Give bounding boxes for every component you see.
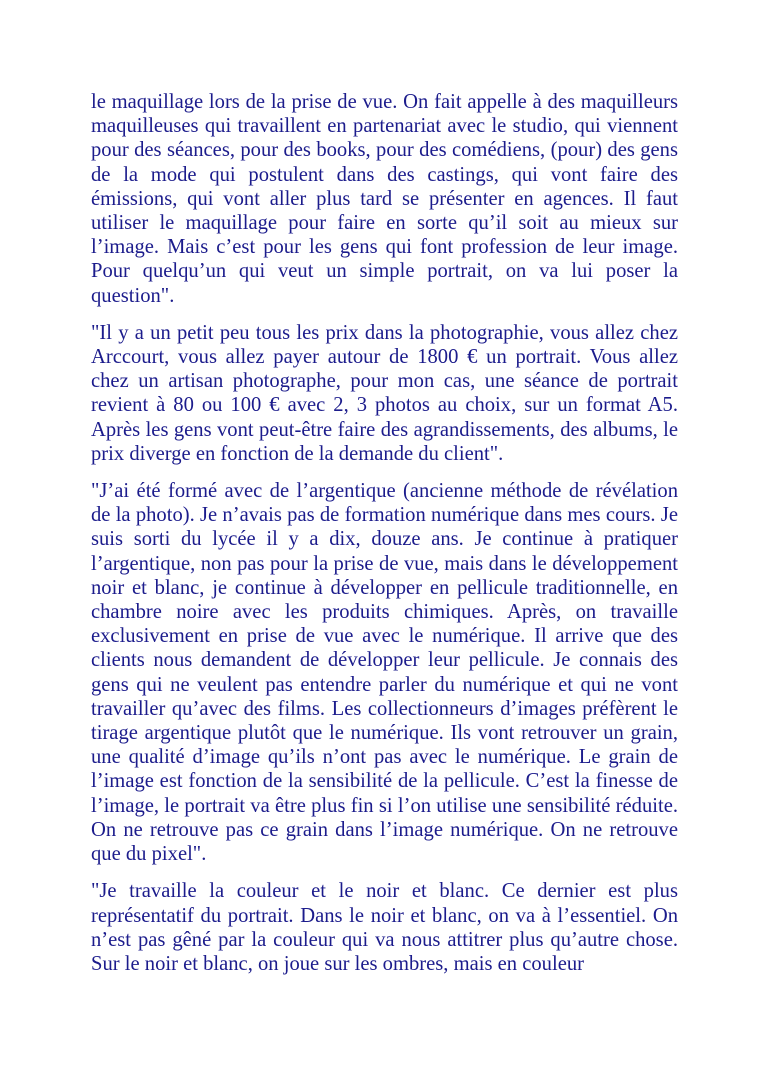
paragraph-color-bw: "Je travaille la couleur et le noir et blanc. Ce dernier est plus représentatif du portrait. Dans le noir et blanc, on va à l’essentiel. On n’est pas gêné par la couleur qui va nous attitrer plus qu’autre chose. Sur le noir et blanc, on joue sur les ombres, mais en couleur bbox=[91, 880, 678, 975]
document-body bbox=[91, 90, 678, 989]
paragraph-prices: "Il y a un petit peu tous les prix dans la photographie, vous allez chez Arccourt, vous allez payer autour de 1800 € un portrait. Vous allez chez un artisan photographe, pour mon cas, une séance de portrait revient à 80 ou 100 € avec 2, 3 photos au choix, sur un format A5. Après les gens vont peut-être faire des agrandissements, des albums, le prix diverge en fonction de la demande du client". bbox=[91, 321, 678, 465]
paragraph-film-training: "J’ai été formé avec de l’argentique (ancienne méthode de révélation de la photo). Je n’avais pas de formation numérique dans mes cours. Je suis sorti du lycée il y a dix, douze ans. Je continue à pratiquer l’argentique, non pas pour la prise de vue, mais dans le développement noir et blanc, je continue à développer en pellicule traditionnelle, en chambre noire avec les produits chimiques. Après, on travaille exclusivement en prise de vue avec le numérique. Il arrive que des clients nous demandent de développer leur pellicule. Je connais des gens qui ne veulent pas entendre parler du numérique et qui ne vont travailler qu’avec des films. Les collectionneurs d’images préfèrent le tirage argentique plutôt que le numérique. Ils vont retrouver un grain, une qualité d’image qu’ils n’ont pas avec le numérique. Le grain de l’image est fonction de la sensibilité de la pellicule. C’est la finesse de l’image, le portrait va être plus fin si l’on utilise une sensibilité réduite. On ne retrouve pas ce grain dans l’image numérique. On ne retrouve que du pixel". bbox=[91, 480, 678, 866]
paragraph-makeup: le maquillage lors de la prise de vue. On fait appelle à des maquilleurs maquilleuses qui travaillent en partenariat avec le studio, qui viennent pour des séances, pour des books, pour des comédiens, (pour) des gens de la mode qui postulent dans des castings, qui vont faire des émissions, qui vont aller plus tard se présenter en agences. Il faut utiliser le maquillage pour faire en sorte qu’il soit au mieux sur l’image. Mais c’est pour les gens qui font profession de leur image. Pour quelqu’un qui veut un simple portrait, on va lui poser la question". bbox=[91, 91, 678, 307]
